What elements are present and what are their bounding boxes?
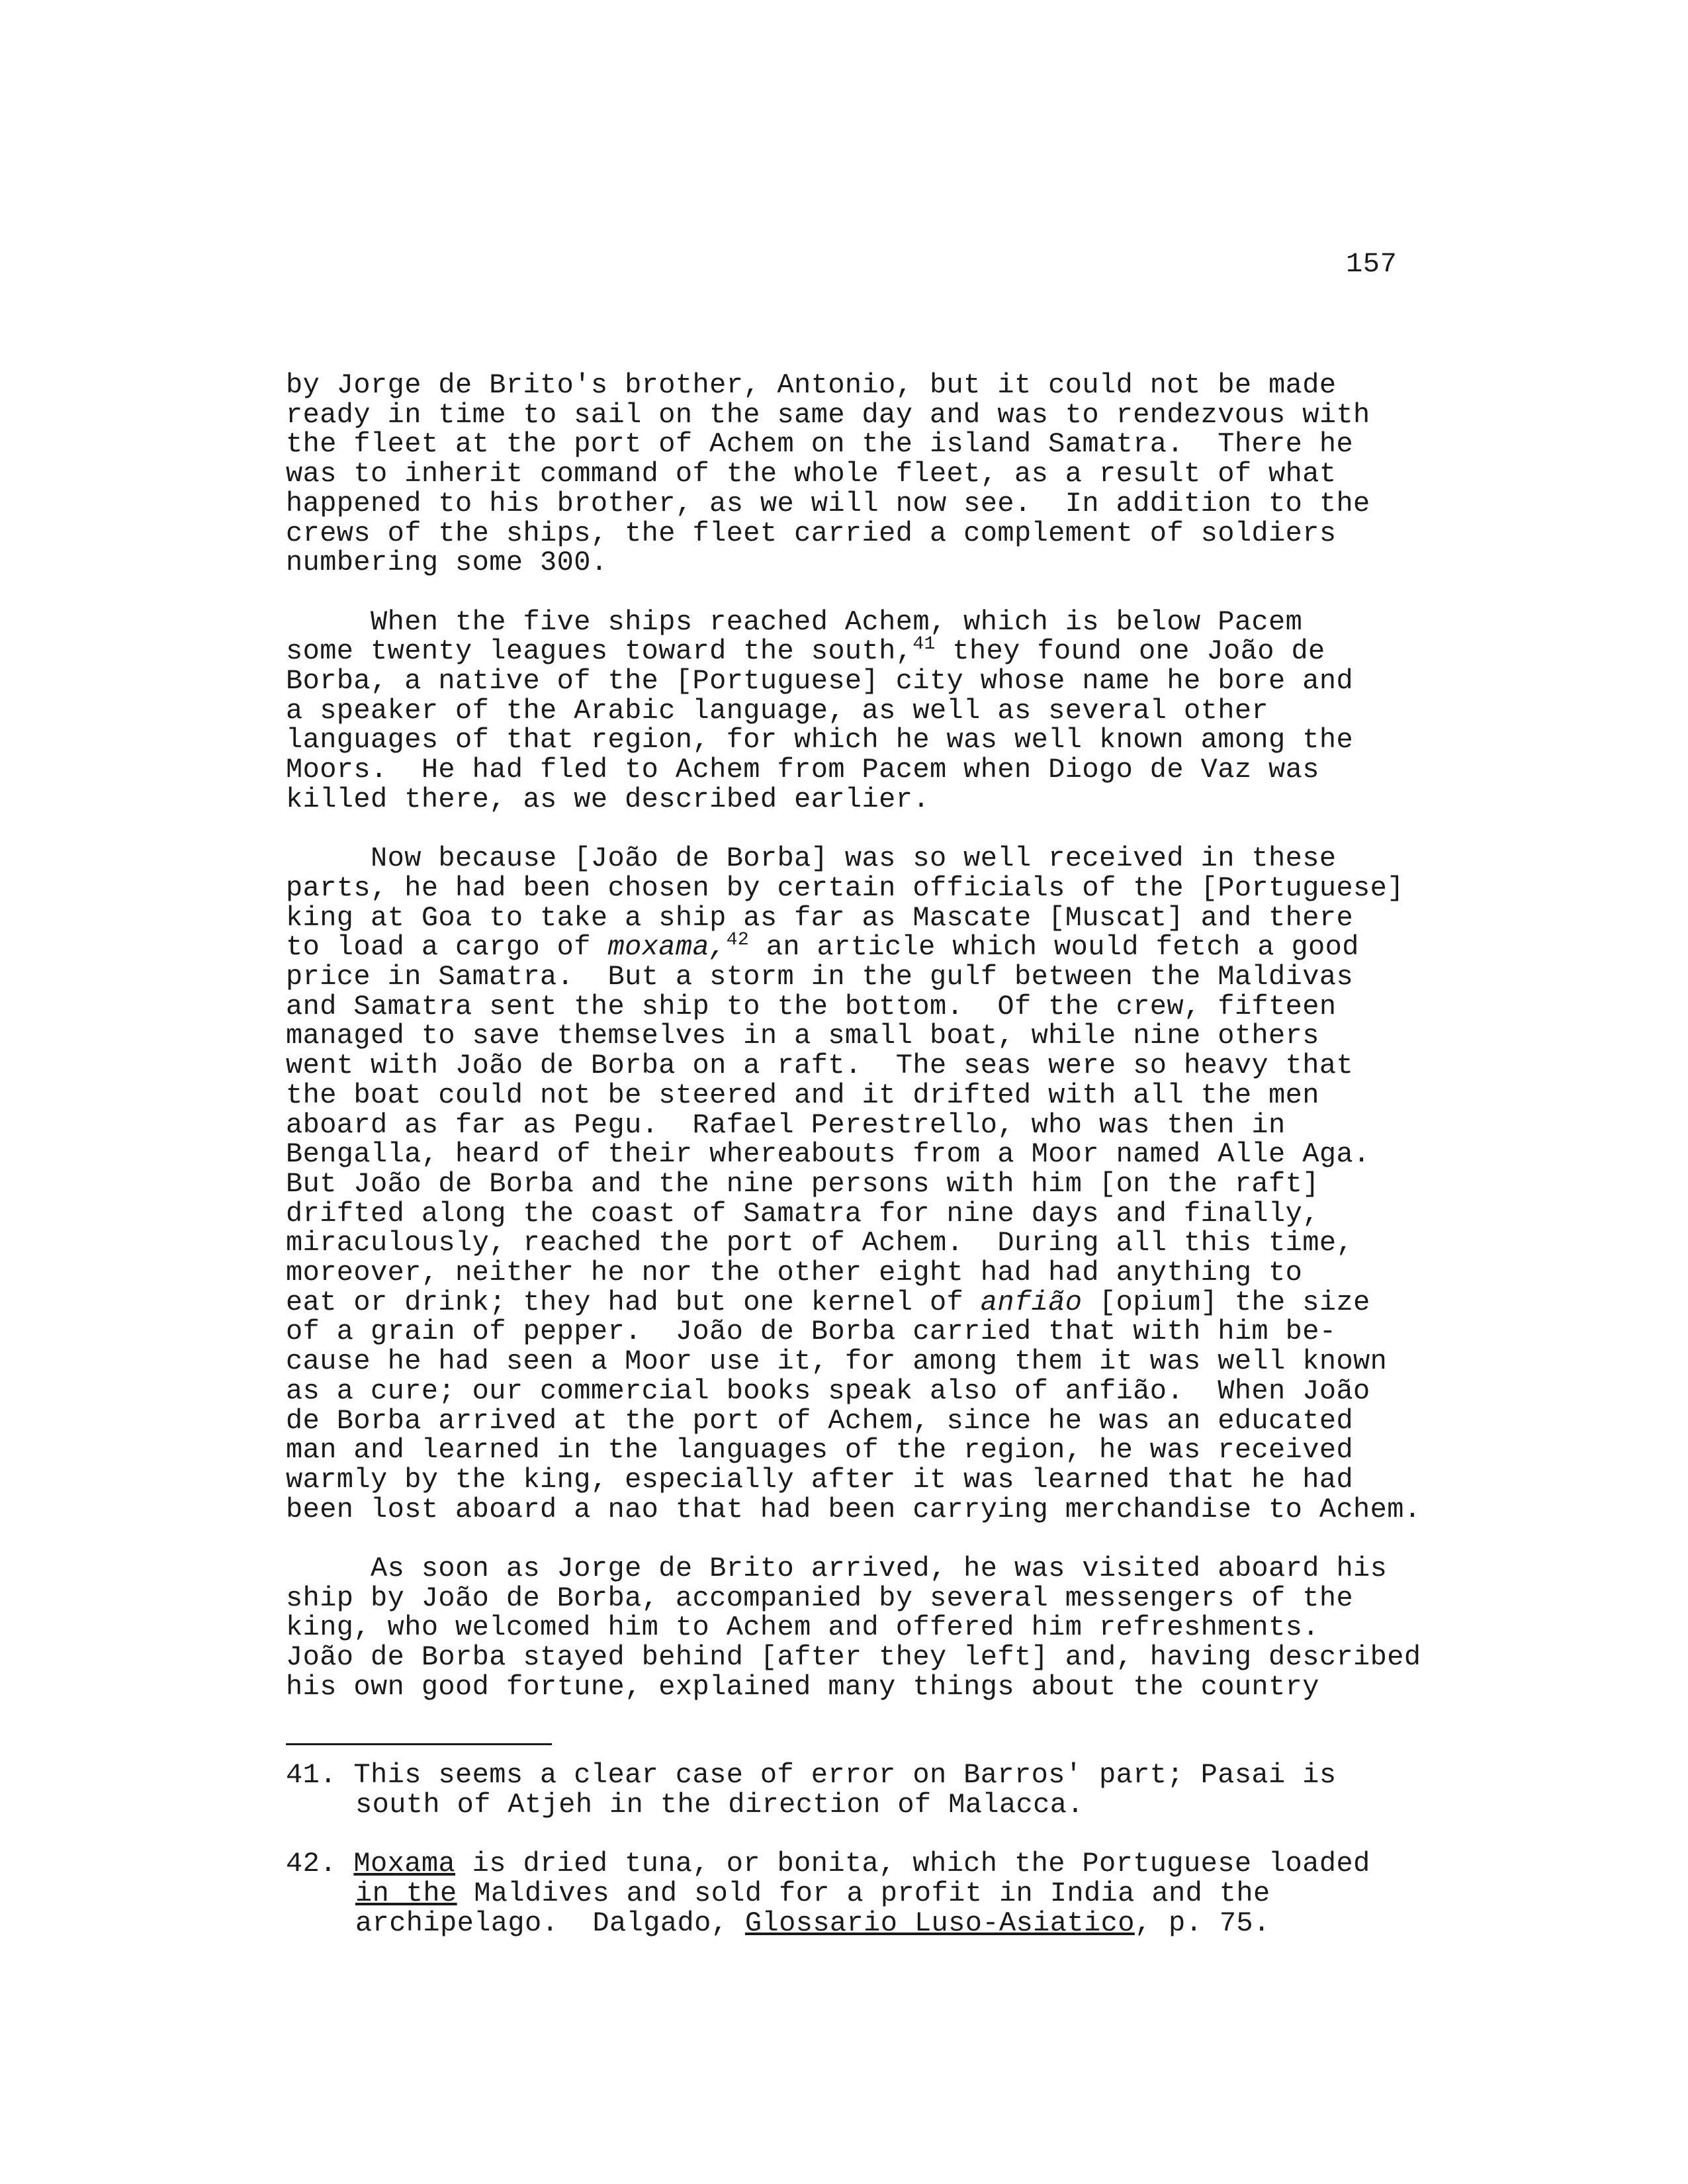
footnote-number: 41.: [286, 1759, 337, 1791]
text-line: de Borba arrived at the port of Achem, since he was an educated: [286, 1404, 1354, 1437]
text-line: killed there, as we described earlier.: [286, 783, 930, 815]
text-line: of a grain of pepper. João de Borba carried that with him be-: [286, 1316, 1337, 1348]
text-line: a speaker of the Arabic language, as well as several other: [286, 694, 1269, 727]
text-segment: they found one João de: [935, 635, 1325, 668]
text-line: been lost aboard a nao that had been carrying merchandise to Achem.: [286, 1493, 1421, 1525]
text-line: languages of that region, for which he was well known among the: [286, 724, 1354, 756]
text-line: miraculously, reached the port of Achem. During all this time,: [286, 1227, 1354, 1259]
text-line: But João de Borba and the nine persons with him [on the raft]: [286, 1167, 1319, 1200]
text-line: Moors. He had fled to Achem from Pacem when Diogo de Vaz was: [286, 754, 1319, 786]
footnote-line: [286, 1909, 1477, 1938]
footnote-text: This seems a clear case of error on Barros' part; Pasai is: [336, 1759, 1337, 1791]
footnote-text: archipelago. Dalgado,: [355, 1907, 745, 1939]
footnote-line: [286, 1849, 1477, 1879]
text-line: ship by João de Borba, accompanied by several messengers of the: [286, 1582, 1354, 1614]
footnote-line: [286, 1790, 1477, 1820]
text-line: managed to save themselves in a small boat, while nine others: [286, 1020, 1319, 1052]
underlined-book-title: Glossario Luso-Asiatico: [744, 1907, 1135, 1939]
footnote-text: south of Atjeh in the direction of Malacca.: [355, 1788, 1084, 1821]
footnote-text: Maldives and sold for a profit in India and the: [457, 1877, 1270, 1909]
text-line: parts, he had been chosen by certain officials of the [Portuguese]: [286, 872, 1404, 904]
text-segment: an article which would fetch a good: [749, 931, 1359, 964]
footnote-42: [286, 1849, 1477, 1938]
text-line: his own good fortune, explained many things about the country: [286, 1670, 1319, 1703]
text-line: As soon as Jorge de Brito arrived, he was visited aboard his: [286, 1553, 1388, 1585]
text-line: crews of the ships, the fleet carried a complement of soldiers: [286, 517, 1337, 549]
footnote-divider: [286, 1743, 552, 1745]
italic-term-anfiao: anfião: [980, 1286, 1083, 1318]
footnote-41: [286, 1760, 1477, 1819]
text-segment: to load a cargo of: [286, 931, 608, 964]
text-line: aboard as far as Pegu. Rafael Perestrello, who was then in: [286, 1109, 1286, 1141]
body-text: [286, 371, 1477, 1702]
text-segment: [opium] the size: [1082, 1286, 1370, 1318]
text-line: king at Goa to take a ship as far as Mascate [Muscat] and there: [286, 901, 1354, 934]
underlined-term-moxama: Moxama: [353, 1848, 456, 1880]
footnote-line: [286, 1760, 1477, 1790]
text-segment: eat or drink; they had but one kernel of: [286, 1286, 981, 1318]
footnote-text: is dried tuna, or bonita, which the Portuguese loaded: [455, 1848, 1370, 1880]
text-line: went with João de Borba on a raft. The seas were so heavy that: [286, 1050, 1354, 1082]
paragraph-4: [286, 1554, 1477, 1702]
text-line: ready in time to sail on the same day and was to rendezvous with: [286, 398, 1370, 431]
footnote-text: , p. 75.: [1134, 1907, 1270, 1939]
paragraph-3: [286, 844, 1477, 1524]
footnote-ref-42: 42: [726, 930, 750, 951]
text-line: man and learned in the languages of the region, he was received: [286, 1434, 1354, 1467]
text-line: by Jorge de Brito's brother, Antonio, but it could not be made: [286, 369, 1337, 401]
footnote-ref-41: 41: [912, 634, 936, 655]
text-line: the fleet at the port of Achem on the island Samatra. There he: [286, 428, 1354, 461]
text-segment: some twenty leagues toward the south,: [286, 635, 913, 668]
paragraph-1: [286, 371, 1477, 578]
text-line: Borba, a native of the [Portuguese] city whose name he bore and: [286, 665, 1354, 698]
text-line: drifted along the coast of Samatra for nine days and finally,: [286, 1197, 1319, 1230]
italic-term-moxama: moxama,: [607, 931, 727, 964]
text-line: price in Samatra. But a storm in the gulf between the Maldivas: [286, 961, 1354, 993]
text-line: was to inherit command of the whole fleet, as a result of what: [286, 458, 1337, 490]
text-line: happened to his brother, as we will now see. In addition to the: [286, 487, 1370, 520]
text-line: When the five ships reached Achem, which is below Pacem: [286, 606, 1303, 638]
text-line: João de Borba stayed behind [after they left] and, having described: [286, 1641, 1421, 1674]
underlined-text: in the: [355, 1877, 457, 1909]
text-line: Bengalla, heard of their whereabouts from a Moor named Alle Aga.: [286, 1138, 1370, 1171]
footnote-number: 42.: [286, 1848, 337, 1880]
text-line: moreover, neither he nor the other eight had had anything to: [286, 1257, 1303, 1289]
footnote-line: [286, 1879, 1477, 1909]
text-line: numbering some 300.: [286, 547, 608, 579]
text-line: and Samatra sent the ship to the bottom. Of the crew, fifteen: [286, 990, 1337, 1023]
paragraph-2: [286, 608, 1477, 815]
footnotes: [286, 1760, 1477, 1938]
text-line: Now because [João de Borba] was so well received in these: [286, 842, 1337, 875]
text-line: king, who welcomed him to Achem and offered him refreshments.: [286, 1612, 1319, 1644]
page-number: 157: [1346, 248, 1398, 280]
text-line: cause he had seen a Moor use it, for among them it was well known: [286, 1345, 1388, 1378]
text-line: warmly by the king, especially after it was learned that he had: [286, 1463, 1354, 1496]
text-line: as a cure; our commercial books speak also of anfião. When João: [286, 1375, 1370, 1407]
text-line: the boat could not be steered and it drifted with all the men: [286, 1079, 1319, 1111]
